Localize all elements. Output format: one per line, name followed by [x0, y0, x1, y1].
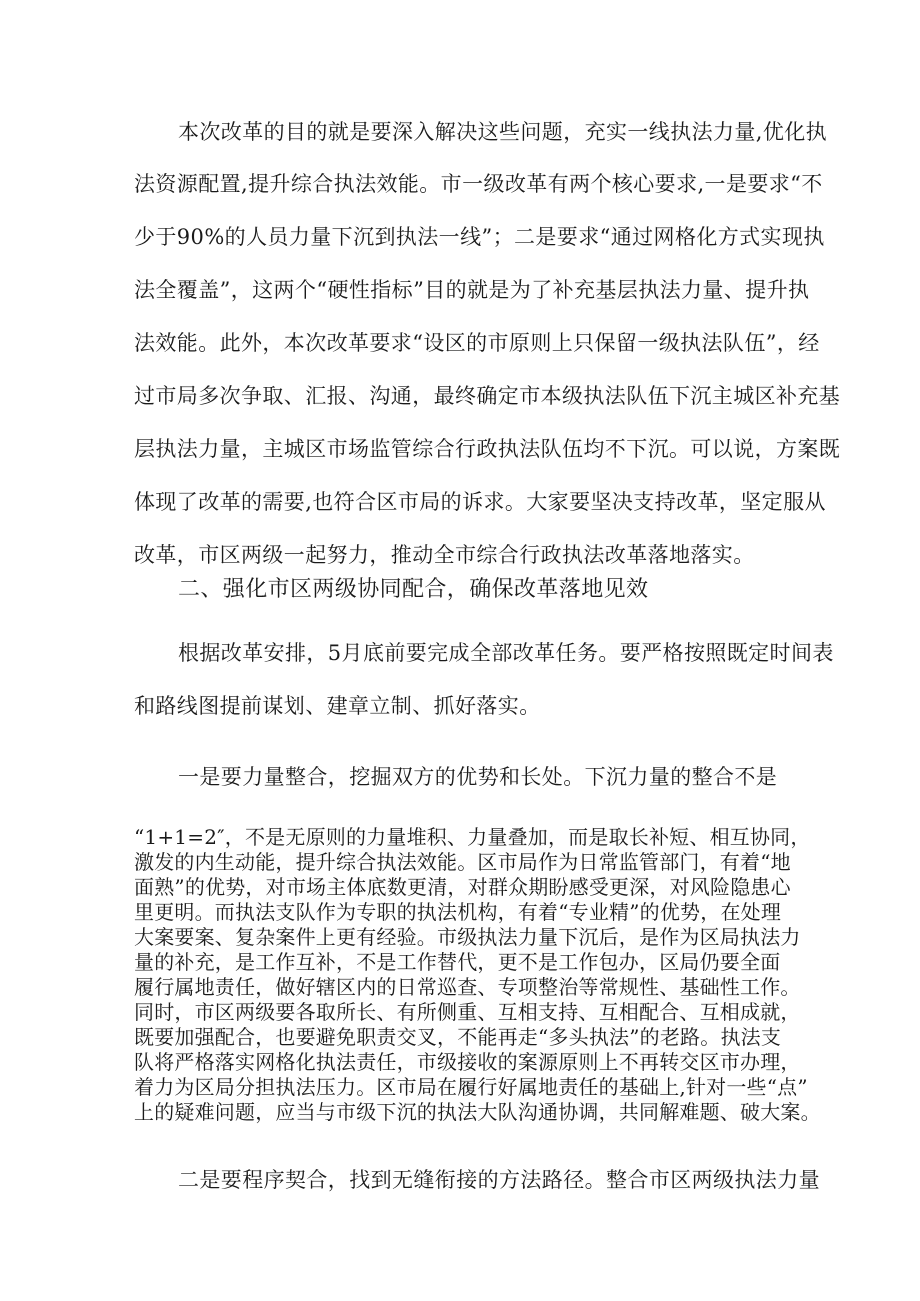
paragraph-1-line-4: 法全覆盖”，这两个“硬性指标”目的就是为了补充基层执法力量、提升执	[134, 278, 810, 302]
paragraph-4-line-1: 二是要程序契合，找到无缝衔接的方法路径。整合市区两级执法力量	[178, 1168, 820, 1192]
paragraph-3-line-12: 上的疑难问题，应当与市级下沉的执法大队沟通协调，共同解难题、破大案。	[134, 1100, 821, 1124]
paragraph-3-line-5: 大案要案、复杂案件上更有经验。市级执法力量下沉后，是作为区局执法力	[134, 925, 801, 949]
paragraph-1-line-2: 法资源配置,提升综合执法效能。市一级改革有两个核心要求,一是要求“不	[134, 172, 823, 196]
section-heading: 二、强化市区两级协同配合，确保改革落地见效	[178, 577, 649, 602]
paragraph-2-line-1: 根据改革安排，5月底前要完成全部改革任务。要严格按照既定时间表	[178, 641, 834, 665]
paragraph-1-line-5: 法效能。此外，本次改革要求“设区的市原则上只保留一级执法队伍”，经	[134, 331, 820, 355]
paragraph-3-line-2: 激发的内生动能，提升综合执法效能。区市局作为日常监管部门，有着“地	[134, 850, 791, 874]
paragraph-1-line-6: 过市局多次争取、汇报、沟通，最终确定市本级执法队伍下沉主城区补充基	[134, 384, 841, 408]
paragraph-2-line-2: 和路线图提前谋划、建章立制、抓好落实。	[134, 694, 541, 718]
paragraph-3-line-11: 着力为区局分担执法压力。区市局在履行好属地责任的基础上,针对一些“点”	[134, 1075, 808, 1099]
paragraph-3-line-10: 队将严格落实网格化执法责任，市级接收的案源原则上不再转交区市办理，	[134, 1050, 801, 1074]
paragraph-1-line-3: 少于90%的人员力量下沉到执法一线”；二是要求“通过网格化方式实现执	[134, 225, 825, 249]
paragraph-3-line-4: 里更明。而执法支队作为专职的执法机构，有着“专业精”的优势，在处理	[134, 900, 782, 924]
paragraph-1-line-8: 体现了改革的需要,也符合区市局的诉求。大家要坚决支持改革，坚定服从	[134, 490, 826, 514]
paragraph-3-line-9: 既要加强配合，也要避免职责交叉，不能再走“多头执法”的老路。执法支	[134, 1025, 782, 1049]
paragraph-3-line-8: 同时，市区两级要各取所长、有所侧重、互相支持、互相配合、互相成就，	[134, 1000, 801, 1024]
paragraph-1-line-1: 本次改革的目的就是要深入解决这些问题，充实一线执法力量,优化执	[178, 120, 828, 144]
paragraph-3-line-1: “1+1=2″，不是无原则的力量堆积、力量叠加，而是取长补短、相互协同，	[134, 825, 811, 849]
paragraph-3-line-6: 量的补充，是工作互补，不是工作替代，更不是工作包办，区局仍要全面	[134, 950, 781, 974]
paragraph-3-line-7: 履行属地责任，做好辖区内的日常巡查、专项整治等常规性、基础性工作。	[134, 975, 801, 999]
paragraph-1-line-9: 改革，市区两级一起努力，推动全市综合行政执法改革落地落实。	[134, 543, 755, 567]
paragraph-3-first-line: 一是要力量整合，挖掘双方的优势和长处。下沉力量的整合不是	[178, 765, 778, 789]
paragraph-1-line-7: 层执法力量，主城区市场监管综合行政执法队伍均不下沉。可以说，方案既	[134, 437, 841, 461]
paragraph-3-line-3: 面熟”的优势，对市场主体底数更清，对群众期盼感受更深，对风险隐患心	[134, 875, 791, 899]
